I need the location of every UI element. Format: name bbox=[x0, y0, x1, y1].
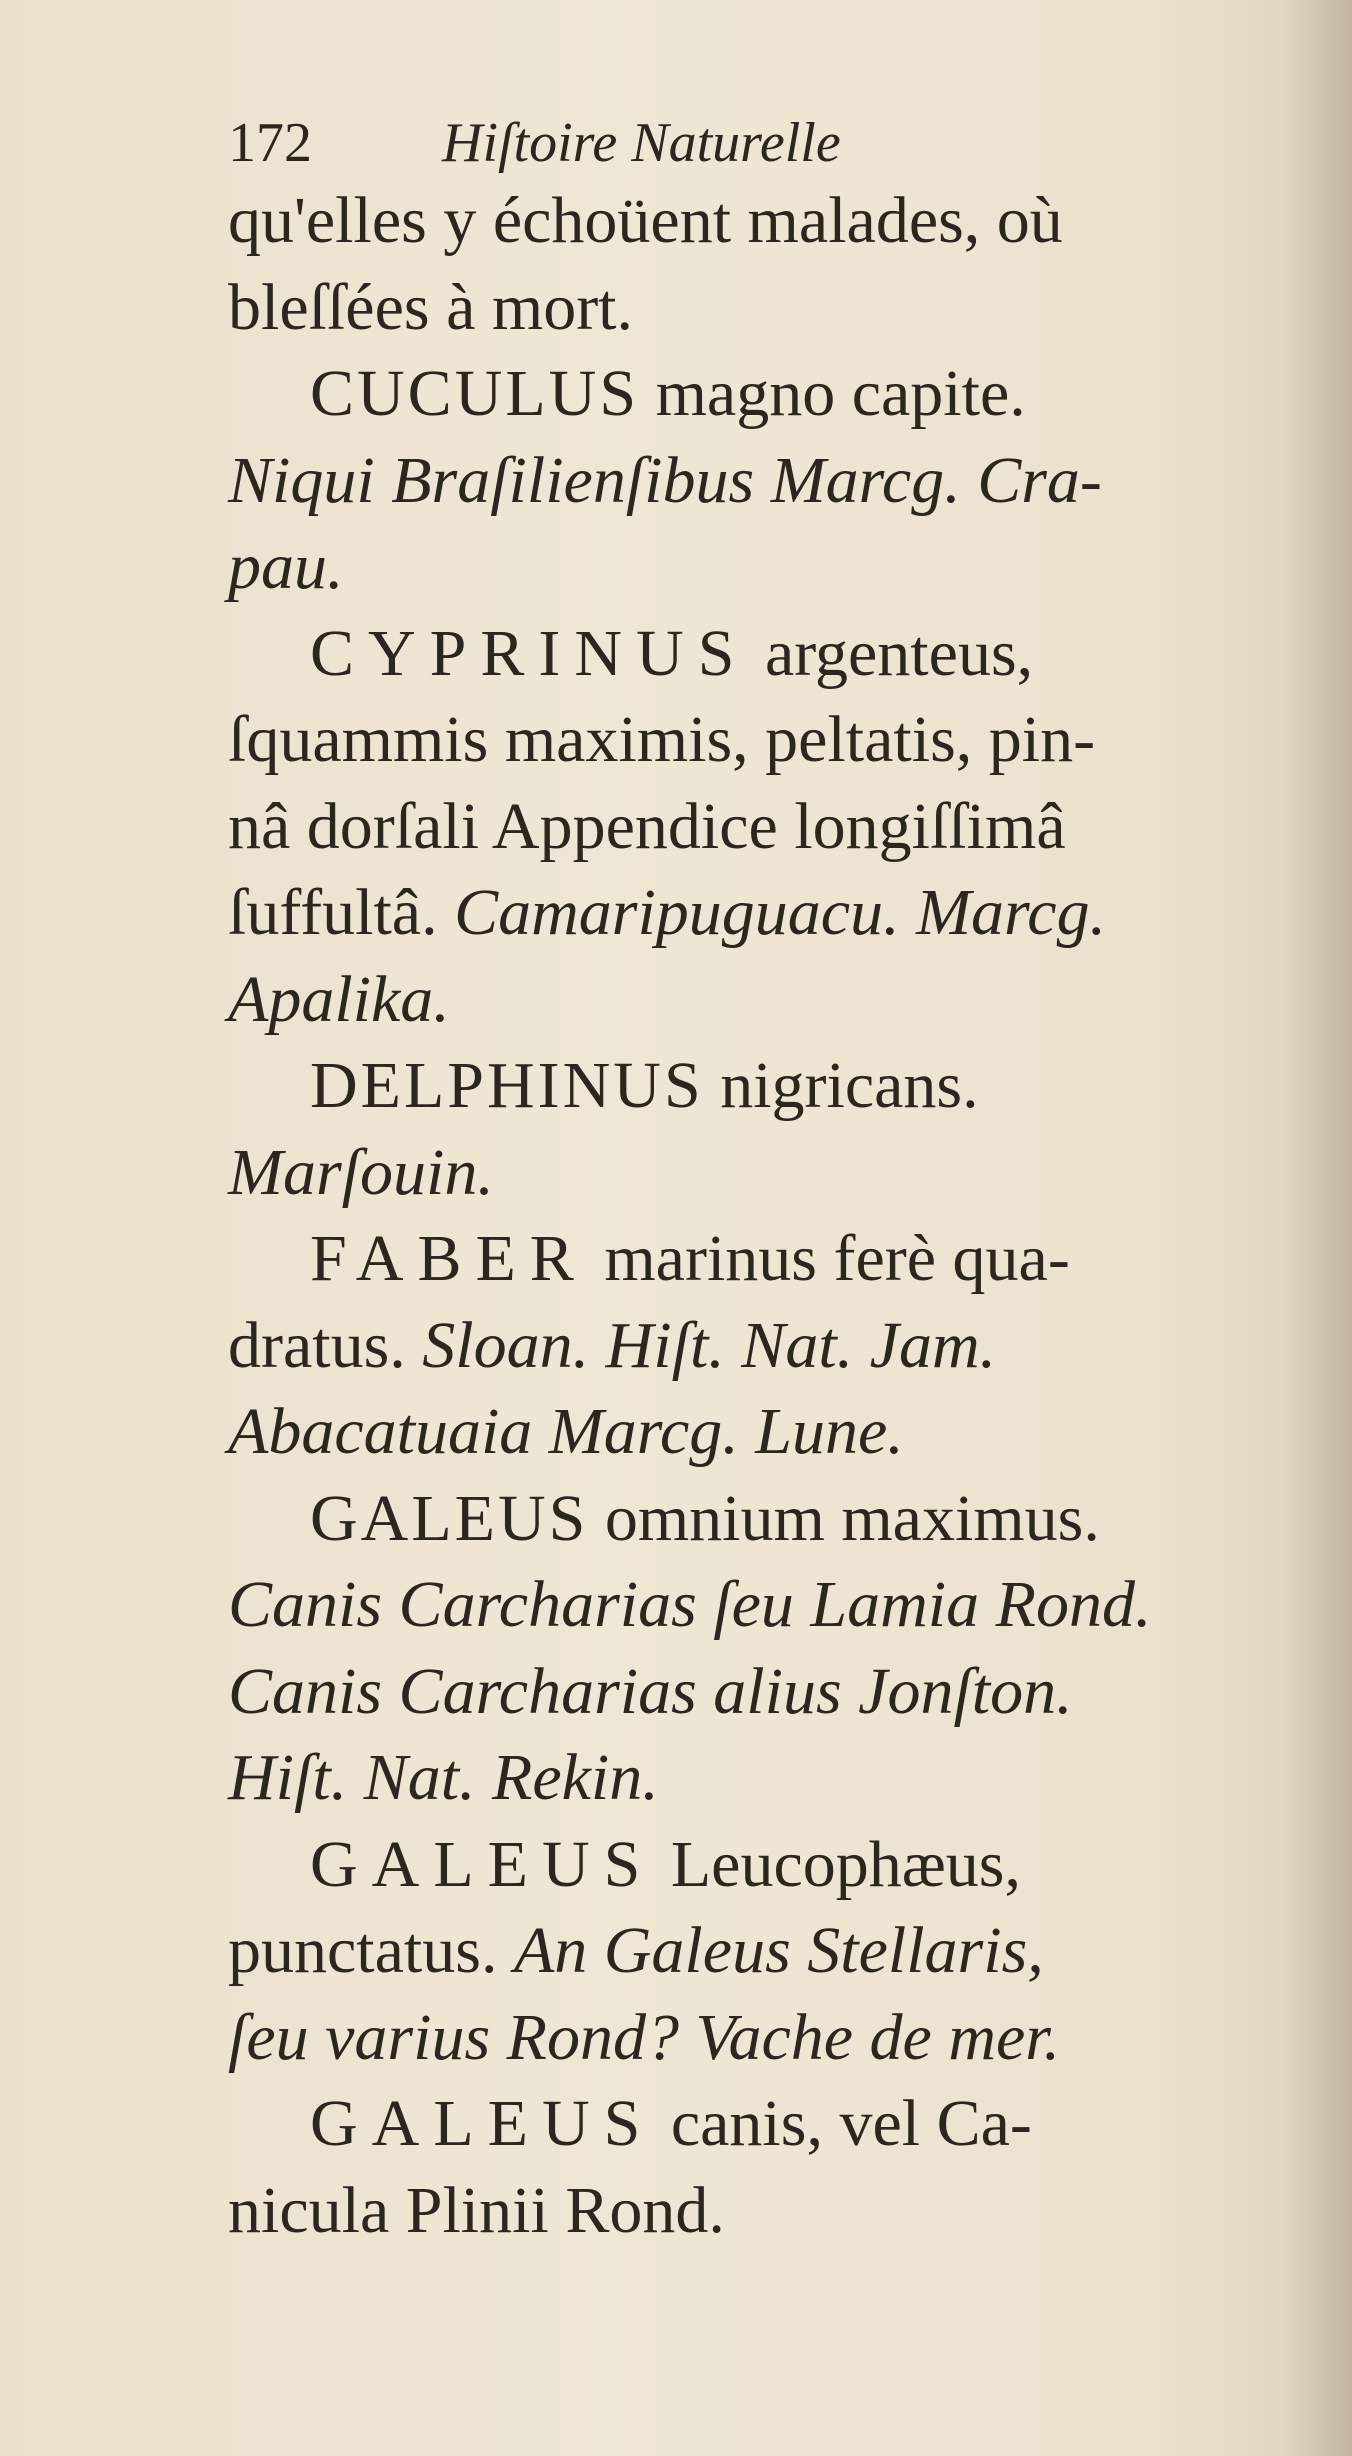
text-segment: dratus. bbox=[228, 1308, 423, 1382]
text-segment: ſeu varius Rond? Vache de mer. bbox=[228, 2000, 1061, 2074]
text-segment: pau. bbox=[228, 530, 344, 603]
text-segment: nicula Plinii Rond. bbox=[228, 2173, 725, 2247]
text-line bbox=[228, 784, 1278, 871]
text-segment: GALEUS bbox=[310, 1481, 589, 1555]
text-segment: Leucophæus, bbox=[654, 1827, 1021, 1901]
page-header bbox=[228, 108, 1278, 178]
text-segment: omnium maximus. bbox=[588, 1481, 1100, 1555]
text-segment: DELPHINUS bbox=[310, 1049, 704, 1122]
text-segment: canis, vel Ca- bbox=[654, 2087, 1032, 2160]
text-segment: punctatus. bbox=[228, 1914, 514, 1987]
text-line bbox=[228, 1389, 1278, 1476]
page-gutter-shadow bbox=[1282, 0, 1352, 2456]
text-line bbox=[228, 1476, 1278, 1563]
text-segment: nâ dorſali Appendice longiſſimâ bbox=[228, 789, 1066, 863]
text-segment: An Galeus Stellaris, bbox=[513, 1914, 1044, 1987]
text-segment: marinus ferè qua- bbox=[587, 1222, 1070, 1295]
text-segment: Hiſt. Nat. Rekin. bbox=[228, 1741, 659, 1814]
text-segment: bleſſées à mort. bbox=[228, 270, 634, 344]
text-segment: CUCULUS bbox=[310, 357, 640, 430]
text-segment: qu'elles y échoüent malades, où bbox=[228, 184, 1063, 257]
text-line bbox=[228, 265, 1278, 352]
text-segment: ſquammis maximis, peltatis, pin- bbox=[228, 703, 1096, 776]
text-segment: GALEUS bbox=[310, 1827, 655, 1901]
text-line bbox=[228, 1995, 1278, 2082]
page-number: 172 bbox=[228, 112, 312, 174]
text-segment: nigricans. bbox=[703, 1049, 979, 1122]
text-segment: Marſouin. bbox=[228, 1135, 494, 1209]
text-line bbox=[228, 524, 1278, 611]
text-line bbox=[228, 178, 1278, 265]
text-segment: ſuffultâ. bbox=[228, 876, 455, 949]
text-line bbox=[228, 957, 1278, 1044]
text-segment: Canis Carcharias alius Jonſton. bbox=[228, 1654, 1073, 1728]
text-line bbox=[228, 1908, 1278, 1995]
text-segment: magno capite. bbox=[639, 357, 1026, 430]
text-segment: Camaripuguacu. Marcg. bbox=[454, 876, 1107, 949]
text-segment: Abacatuaia Marcg. Lune. bbox=[228, 1395, 904, 1468]
text-line bbox=[228, 2168, 1278, 2255]
text-segment: FABER bbox=[310, 1222, 588, 1295]
text-line bbox=[228, 1043, 1278, 1130]
text-line bbox=[228, 438, 1278, 525]
text-line bbox=[228, 1562, 1278, 1649]
text-segment: CYPRINUS bbox=[310, 616, 749, 690]
text-segment: Niqui Braſilienſibus Marcg. Cra- bbox=[228, 443, 1102, 517]
text-segment: GALEUS bbox=[310, 2087, 655, 2160]
text-line bbox=[228, 1649, 1278, 1736]
text-segment: argenteus, bbox=[748, 616, 1034, 690]
text-line bbox=[228, 1822, 1278, 1909]
text-line bbox=[228, 870, 1278, 957]
text-line bbox=[228, 1735, 1278, 1822]
text-line bbox=[228, 697, 1278, 784]
text-line bbox=[228, 351, 1278, 438]
text-line bbox=[228, 1216, 1278, 1303]
text-segment: Sloan. Hiſt. Nat. Jam. bbox=[422, 1308, 997, 1382]
text-segment: Canis Carcharias ſeu Lamia Rond. bbox=[228, 1568, 1152, 1641]
text-segment: Apalika. bbox=[228, 962, 450, 1036]
text-line bbox=[228, 1303, 1278, 1390]
text-line bbox=[228, 611, 1278, 698]
text-lines bbox=[228, 178, 1278, 2254]
running-head: Hiſtoire Naturelle bbox=[442, 112, 841, 174]
text-block bbox=[228, 108, 1278, 2254]
text-line bbox=[228, 2081, 1278, 2168]
text-line bbox=[228, 1130, 1278, 1217]
